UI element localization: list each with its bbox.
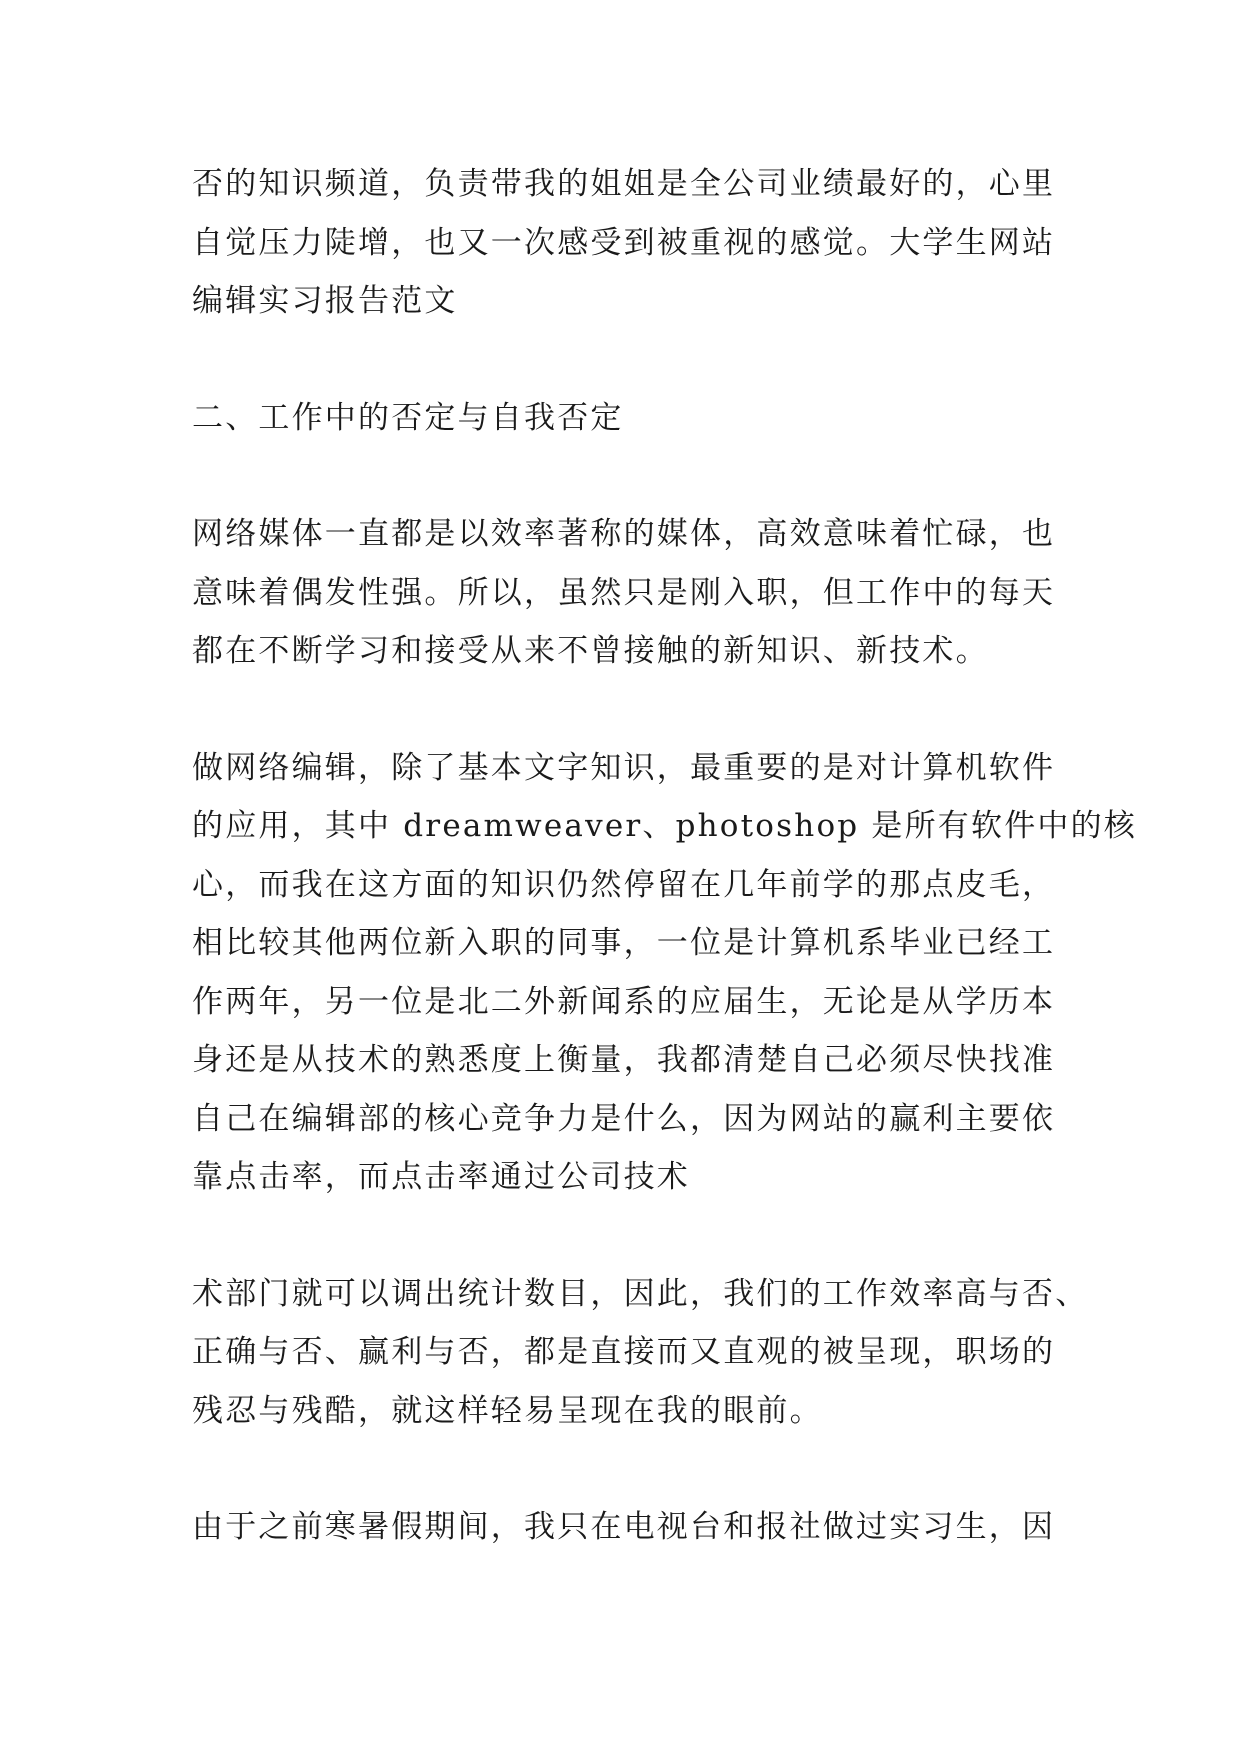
paragraph-intro-continuation (192, 155, 1056, 331)
text-line: 的应用，其中 dreamweaver、photoshop 是所有软件中的核 (192, 808, 1138, 844)
text-line: 身还是从技术的熟悉度上衡量，我都清楚自己必须尽快找准 (192, 1042, 1056, 1078)
text-line: 由于之前寒暑假期间，我只在电视台和报社做过实习生，因 (192, 1509, 1056, 1545)
text-line: 否的知识频道，负责带我的姐姐是全公司业绩最好的，心里 (192, 166, 1056, 202)
text-line: 靠点击率，而点击率通过公司技术 (192, 1159, 690, 1195)
text-line: 网络媒体一直都是以效率著称的媒体，高效意味着忙碌，也 (192, 516, 1056, 552)
section-heading (192, 389, 1052, 448)
text-line: 做网络编辑，除了基本文字知识，最重要的是对计算机软件 (192, 749, 1056, 786)
text-line: 都在不断学习和接受从来不曾接触的新知识、新技术。 (192, 633, 989, 669)
paragraph-web-editing (192, 739, 1138, 1207)
text-line: 意味着偶发性强。所以，虽然只是刚入职，但工作中的每天 (192, 574, 1056, 611)
text-line: 心，而我在这方面的知识仍然停留在几年前学的那点皮毛， (192, 866, 1056, 903)
text-line: 编辑实习报告范文 (192, 283, 458, 319)
heading-line: 二、工作中的否定与自我否定 (192, 399, 624, 436)
paragraph-network-media (192, 505, 1056, 681)
text-line: 术部门就可以调出统计数目，因此，我们的工作效率高与否、 (192, 1275, 1089, 1312)
text-line: 自觉压力陡增，也又一次感受到被重视的感觉。大学生网站 (192, 224, 1056, 261)
text-line: 自己在编辑部的核心竞争力是什么，因为网站的赢利主要依 (192, 1100, 1056, 1137)
text-line: 正确与否、赢利与否，都是直接而又直观的被呈现，职场的 (192, 1334, 1056, 1370)
document-body (192, 155, 1138, 1615)
paragraph-internship-history (192, 1498, 1056, 1557)
text-line: 相比较其他两位新入职的同事，一位是计算机系毕业已经工 (192, 925, 1056, 961)
paragraph-statistics (192, 1265, 1089, 1441)
text-line: 作两年，另一位是北二外新闻系的应届生，无论是从学历本 (192, 983, 1056, 1020)
text-line: 残忍与残酷，就这样轻易呈现在我的眼前。 (192, 1392, 823, 1429)
